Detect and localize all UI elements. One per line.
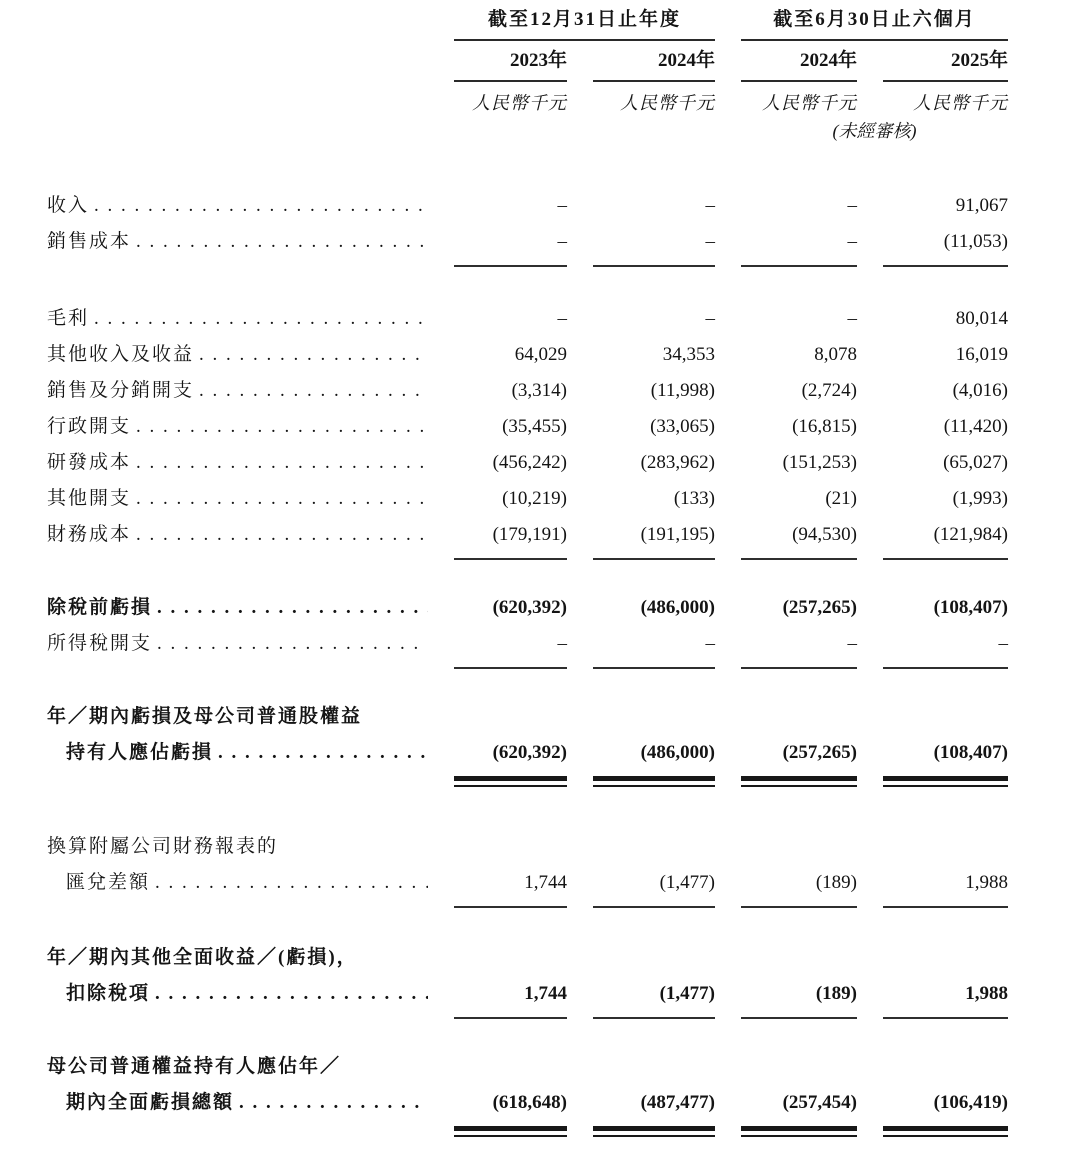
- rule-row: [47, 1017, 1080, 1019]
- total-double-rule: [883, 776, 1008, 787]
- row-label-line: [47, 590, 428, 626]
- subtotal-single-rule: [593, 265, 715, 267]
- row-value: 64,029: [514, 344, 567, 365]
- row-label-line: [47, 1049, 428, 1085]
- row-label-line: [47, 1085, 428, 1121]
- row-label: [47, 481, 428, 517]
- subtotal-single-rule: [741, 667, 857, 669]
- table-row: [47, 517, 1080, 553]
- row-value: (191,195): [640, 524, 715, 545]
- row-label-line: [47, 373, 428, 409]
- row-value: –: [847, 195, 857, 216]
- row-label-line: [47, 337, 428, 373]
- row-label: [47, 829, 428, 901]
- row-label-text: 扣除稅項: [66, 983, 151, 1004]
- row-value: –: [557, 308, 567, 329]
- subtotal-single-rule: [741, 1017, 857, 1019]
- row-label-text: 財務成本: [47, 524, 132, 545]
- row-value: –: [557, 195, 567, 216]
- subtotal-single-rule: [454, 265, 567, 267]
- subtotal-single-rule: [454, 906, 567, 908]
- row-value: 1,988: [965, 872, 1008, 893]
- subtotal-single-rule: [593, 558, 715, 560]
- row-value: (620,392): [492, 597, 567, 618]
- row-label: [47, 699, 428, 771]
- row-value: (35,455): [502, 416, 567, 437]
- dot-leader: [94, 188, 428, 224]
- total-double-rule: [741, 776, 857, 787]
- header-group-row: [47, 8, 1080, 41]
- row-value: 91,067: [955, 195, 1008, 216]
- dot-leader: [199, 373, 428, 409]
- row-value: (11,998): [650, 380, 715, 401]
- unaudited-note: (未經審核): [832, 121, 917, 141]
- subtotal-single-rule: [741, 906, 857, 908]
- row-label: [47, 188, 428, 224]
- row-value: (283,962): [640, 452, 715, 473]
- row-value: (486,000): [640, 597, 715, 618]
- unit-label: 人民幣千元: [913, 93, 1008, 113]
- year-header-2024-interim: 2024年: [741, 50, 857, 82]
- row-label-line: [47, 735, 428, 771]
- subtotal-single-rule: [454, 558, 567, 560]
- row-value: (486,000): [640, 742, 715, 763]
- row-value: (11,053): [943, 231, 1008, 252]
- row-label-line: [47, 188, 428, 224]
- year-header-2023: 2023年: [454, 50, 567, 82]
- row-value: (456,242): [492, 452, 567, 473]
- row-label-text: 所得稅開支: [47, 633, 153, 654]
- row-value: (487,477): [640, 1092, 715, 1113]
- total-double-rule: [454, 776, 567, 787]
- table-row: [47, 829, 1080, 901]
- row-label-text: 銷售及分銷開支: [47, 380, 195, 401]
- total-double-rule: [741, 1126, 857, 1137]
- row-label-line: [47, 829, 428, 865]
- header-year-row: [47, 41, 1080, 82]
- row-label-text: 持有人應佔虧損: [66, 742, 214, 763]
- column-group-title-annual: 截至12月31日止年度: [454, 8, 715, 41]
- row-label-line: [47, 865, 428, 901]
- dot-leader: [199, 337, 428, 373]
- row-label: [47, 224, 428, 260]
- subtotal-single-rule: [883, 1017, 1008, 1019]
- dot-leader: [136, 517, 428, 553]
- row-label-line: [47, 301, 428, 337]
- unit-label: 人民幣千元: [762, 93, 857, 113]
- row-value: (4,016): [952, 380, 1008, 401]
- subtotal-single-rule: [883, 667, 1008, 669]
- year-header-2025-interim: 2025年: [883, 50, 1008, 82]
- row-label-text: 行政開支: [47, 416, 132, 437]
- subtotal-single-rule: [741, 558, 857, 560]
- row-value: (108,407): [933, 597, 1008, 618]
- row-label-line: [47, 517, 428, 553]
- row-label: [47, 517, 428, 553]
- header-unit-row: [47, 82, 1080, 115]
- row-label: [47, 1049, 428, 1121]
- row-label: [47, 337, 428, 373]
- subtotal-single-rule: [454, 1017, 567, 1019]
- table-row: [47, 188, 1080, 224]
- subtotal-single-rule: [883, 906, 1008, 908]
- table-row: [47, 940, 1080, 1012]
- total-double-rule: [883, 1126, 1008, 1137]
- subtotal-single-rule: [593, 906, 715, 908]
- rule-row: [47, 265, 1080, 267]
- row-label-text: 收入: [47, 195, 90, 216]
- row-label-line: [47, 626, 428, 662]
- row-value: (618,648): [492, 1092, 567, 1113]
- row-label-text: 母公司普通權益持有人應佔年／: [47, 1056, 342, 1077]
- dot-leader: [155, 865, 428, 901]
- table-row: [47, 337, 1080, 373]
- table-row: [47, 699, 1080, 771]
- subtotal-single-rule: [454, 667, 567, 669]
- table-row: [47, 373, 1080, 409]
- row-value: (2,724): [801, 380, 857, 401]
- row-value: 34,353: [662, 344, 715, 365]
- table-row: [47, 224, 1080, 260]
- table-row: [47, 590, 1080, 626]
- subtotal-single-rule: [593, 667, 715, 669]
- dot-leader: [136, 481, 428, 517]
- row-value: (257,265): [782, 742, 857, 763]
- header-note-row: [47, 115, 1080, 144]
- row-label-text: 匯兌差額: [66, 872, 151, 893]
- dot-leader: [157, 590, 428, 626]
- row-label: [47, 590, 428, 626]
- row-value: 16,019: [955, 344, 1008, 365]
- row-label-text: 銷售成本: [47, 231, 132, 252]
- row-label-line: [47, 976, 428, 1012]
- dot-leader: [136, 409, 428, 445]
- dot-leader: [94, 301, 428, 337]
- row-label: [47, 940, 428, 1012]
- rule-row: [47, 1126, 1080, 1137]
- row-value: (106,419): [933, 1092, 1008, 1113]
- row-value: (21): [825, 488, 857, 509]
- row-value: (11,420): [943, 416, 1008, 437]
- row-value: –: [557, 231, 567, 252]
- row-label-text: 其他開支: [47, 488, 132, 509]
- row-label-text: 年／期內虧損及母公司普通股權益: [47, 706, 363, 727]
- table-row: [47, 445, 1080, 481]
- row-value: 80,014: [955, 308, 1008, 329]
- unit-label: 人民幣千元: [620, 93, 715, 113]
- row-value: –: [847, 308, 857, 329]
- row-value: (1,993): [952, 488, 1008, 509]
- row-label: [47, 409, 428, 445]
- row-value: (10,219): [502, 488, 567, 509]
- subtotal-single-rule: [883, 265, 1008, 267]
- total-double-rule: [593, 776, 715, 787]
- row-value: –: [705, 633, 715, 654]
- row-value: (189): [815, 983, 857, 1004]
- row-value: 1,988: [965, 983, 1008, 1004]
- row-value: (189): [815, 872, 857, 893]
- row-label: [47, 301, 428, 337]
- row-label-text: 換算附屬公司財務報表的: [47, 836, 279, 857]
- row-value: (257,454): [782, 1092, 857, 1113]
- row-label-text: 研發成本: [47, 452, 132, 473]
- dot-leader: [136, 224, 428, 260]
- row-label-text: 期內全面虧損總額: [66, 1092, 235, 1113]
- row-value: (3,314): [511, 380, 567, 401]
- row-label-text: 其他收入及收益: [47, 344, 195, 365]
- table-row: [47, 301, 1080, 337]
- row-value: (108,407): [933, 742, 1008, 763]
- dot-leader: [239, 1085, 428, 1121]
- row-label-line: [47, 481, 428, 517]
- row-value: –: [705, 231, 715, 252]
- dot-leader: [155, 976, 428, 1012]
- rule-row: [47, 776, 1080, 787]
- row-value: 1,744: [524, 983, 567, 1004]
- row-value: (133): [673, 488, 715, 509]
- row-value: –: [557, 633, 567, 654]
- row-value: (94,530): [792, 524, 857, 545]
- row-value: –: [705, 195, 715, 216]
- row-value: –: [847, 633, 857, 654]
- row-value: (1,477): [659, 983, 715, 1004]
- row-value: (257,265): [782, 597, 857, 618]
- table-row: [47, 409, 1080, 445]
- row-value: (620,392): [492, 742, 567, 763]
- row-label-line: [47, 445, 428, 481]
- table-row: [47, 481, 1080, 517]
- total-double-rule: [454, 1126, 567, 1137]
- table-row: [47, 1049, 1080, 1121]
- unit-label: 人民幣千元: [472, 93, 567, 113]
- row-value: (33,065): [650, 416, 715, 437]
- rule-row: [47, 558, 1080, 560]
- row-label-text: 除稅前虧損: [47, 597, 153, 618]
- table-body: [47, 188, 1080, 1137]
- table-row: [47, 626, 1080, 662]
- column-group-title-interim: 截至6月30日止六個月: [741, 8, 1008, 41]
- dot-leader: [136, 445, 428, 481]
- row-value: –: [705, 308, 715, 329]
- row-value: (151,253): [782, 452, 857, 473]
- row-label-line: [47, 409, 428, 445]
- row-label-text: 毛利: [47, 308, 90, 329]
- row-value: (179,191): [492, 524, 567, 545]
- row-label: [47, 373, 428, 409]
- row-value: –: [847, 231, 857, 252]
- row-value: (16,815): [792, 416, 857, 437]
- row-value: –: [998, 633, 1008, 654]
- subtotal-single-rule: [883, 558, 1008, 560]
- rule-row: [47, 667, 1080, 669]
- row-label-text: 年／期內其他全面收益／(虧損)，: [47, 947, 358, 968]
- dot-leader: [157, 626, 428, 662]
- row-value: (1,477): [659, 872, 715, 893]
- row-value: (121,984): [933, 524, 1008, 545]
- row-value: (65,027): [943, 452, 1008, 473]
- subtotal-single-rule: [593, 1017, 715, 1019]
- row-label: [47, 445, 428, 481]
- rule-row: [47, 906, 1080, 908]
- row-label: [47, 626, 428, 662]
- row-label-line: [47, 940, 428, 976]
- subtotal-single-rule: [741, 265, 857, 267]
- row-label-line: [47, 699, 428, 735]
- total-double-rule: [593, 1126, 715, 1137]
- row-value: 1,744: [524, 872, 567, 893]
- row-label-line: [47, 224, 428, 260]
- year-header-2024: 2024年: [593, 50, 715, 82]
- row-value: 8,078: [814, 344, 857, 365]
- dot-leader: [218, 735, 428, 771]
